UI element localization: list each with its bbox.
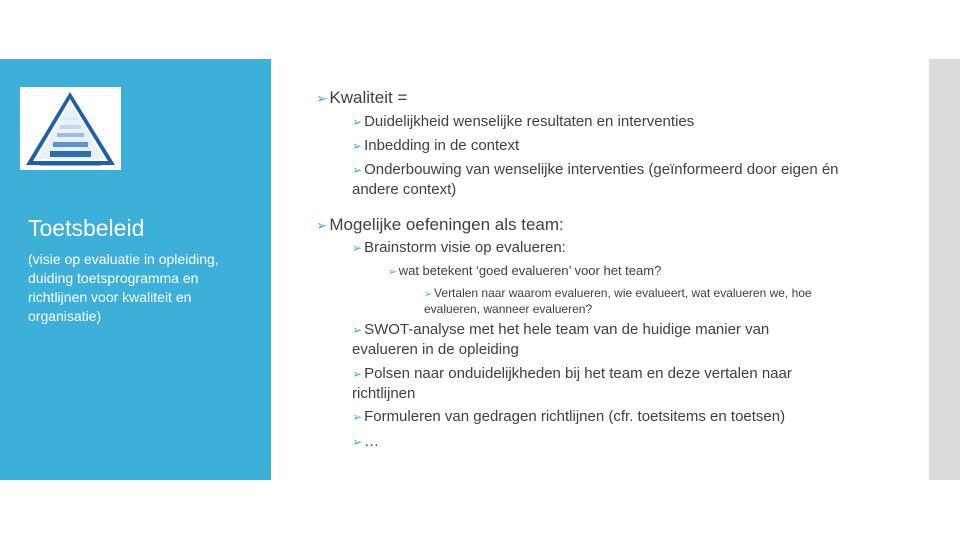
swoosh-icon: ➢: [352, 367, 363, 381]
list-item: ➢ Formuleren van gedragen richtlijnen (cfr. toetsitems en toetsen): [352, 408, 786, 425]
list-item: ➢ Brainstorm visie op evalueren:: [352, 239, 566, 256]
list-item: ➢ Kwaliteit =: [316, 88, 408, 107]
swoosh-icon: ➢: [352, 435, 363, 449]
swoosh-icon: ➢: [352, 410, 363, 424]
swoosh-icon: ➢: [424, 289, 433, 300]
slide-title: Toetsbeleid: [28, 215, 145, 241]
list-item: ➢ SWOT-analyse met het hele team van de huidige manier van evalueren in de opleiding: [352, 321, 770, 358]
list-item: ➢ …: [352, 433, 380, 450]
list-item: ➢ Inbedding in de context: [352, 137, 520, 154]
swoosh-icon: ➢: [316, 218, 328, 234]
swoosh-icon: ➢: [352, 241, 363, 255]
swoosh-icon: ➢: [316, 91, 328, 107]
swoosh-icon: ➢: [352, 323, 363, 337]
list-item: ➢ Vertalen naar waarom evalueren, wie evalueert, wat evalueren we, hoe evalueren, wanneer evalueren?: [424, 286, 812, 316]
list-item: ➢ Onderbouwing van wenselijke interventies (geïnformeerd door eigen én andere context): [352, 161, 839, 198]
swoosh-icon: ➢: [388, 266, 397, 278]
list-item: ➢ Polsen naar onduidelijkheden bij het team en deze vertalen naar richtlijnen: [352, 365, 792, 402]
list-item: ➢ Duidelijkheid wenselijke resultaten en interventies: [352, 113, 695, 130]
list-item: ➢ Mogelijke oefeningen als team:: [316, 215, 564, 234]
slide-subtitle: (visie op evaluatie in opleiding, duiding toetsprogramma en richtlijnen voor kwaliteit en organisatie): [28, 251, 219, 324]
swoosh-icon: ➢: [352, 115, 363, 129]
swoosh-icon: ➢: [352, 139, 363, 153]
swoosh-icon: ➢: [352, 163, 363, 177]
list-item: ➢ wat betekent ‘goed evalueren’ voor het team?: [388, 263, 662, 278]
